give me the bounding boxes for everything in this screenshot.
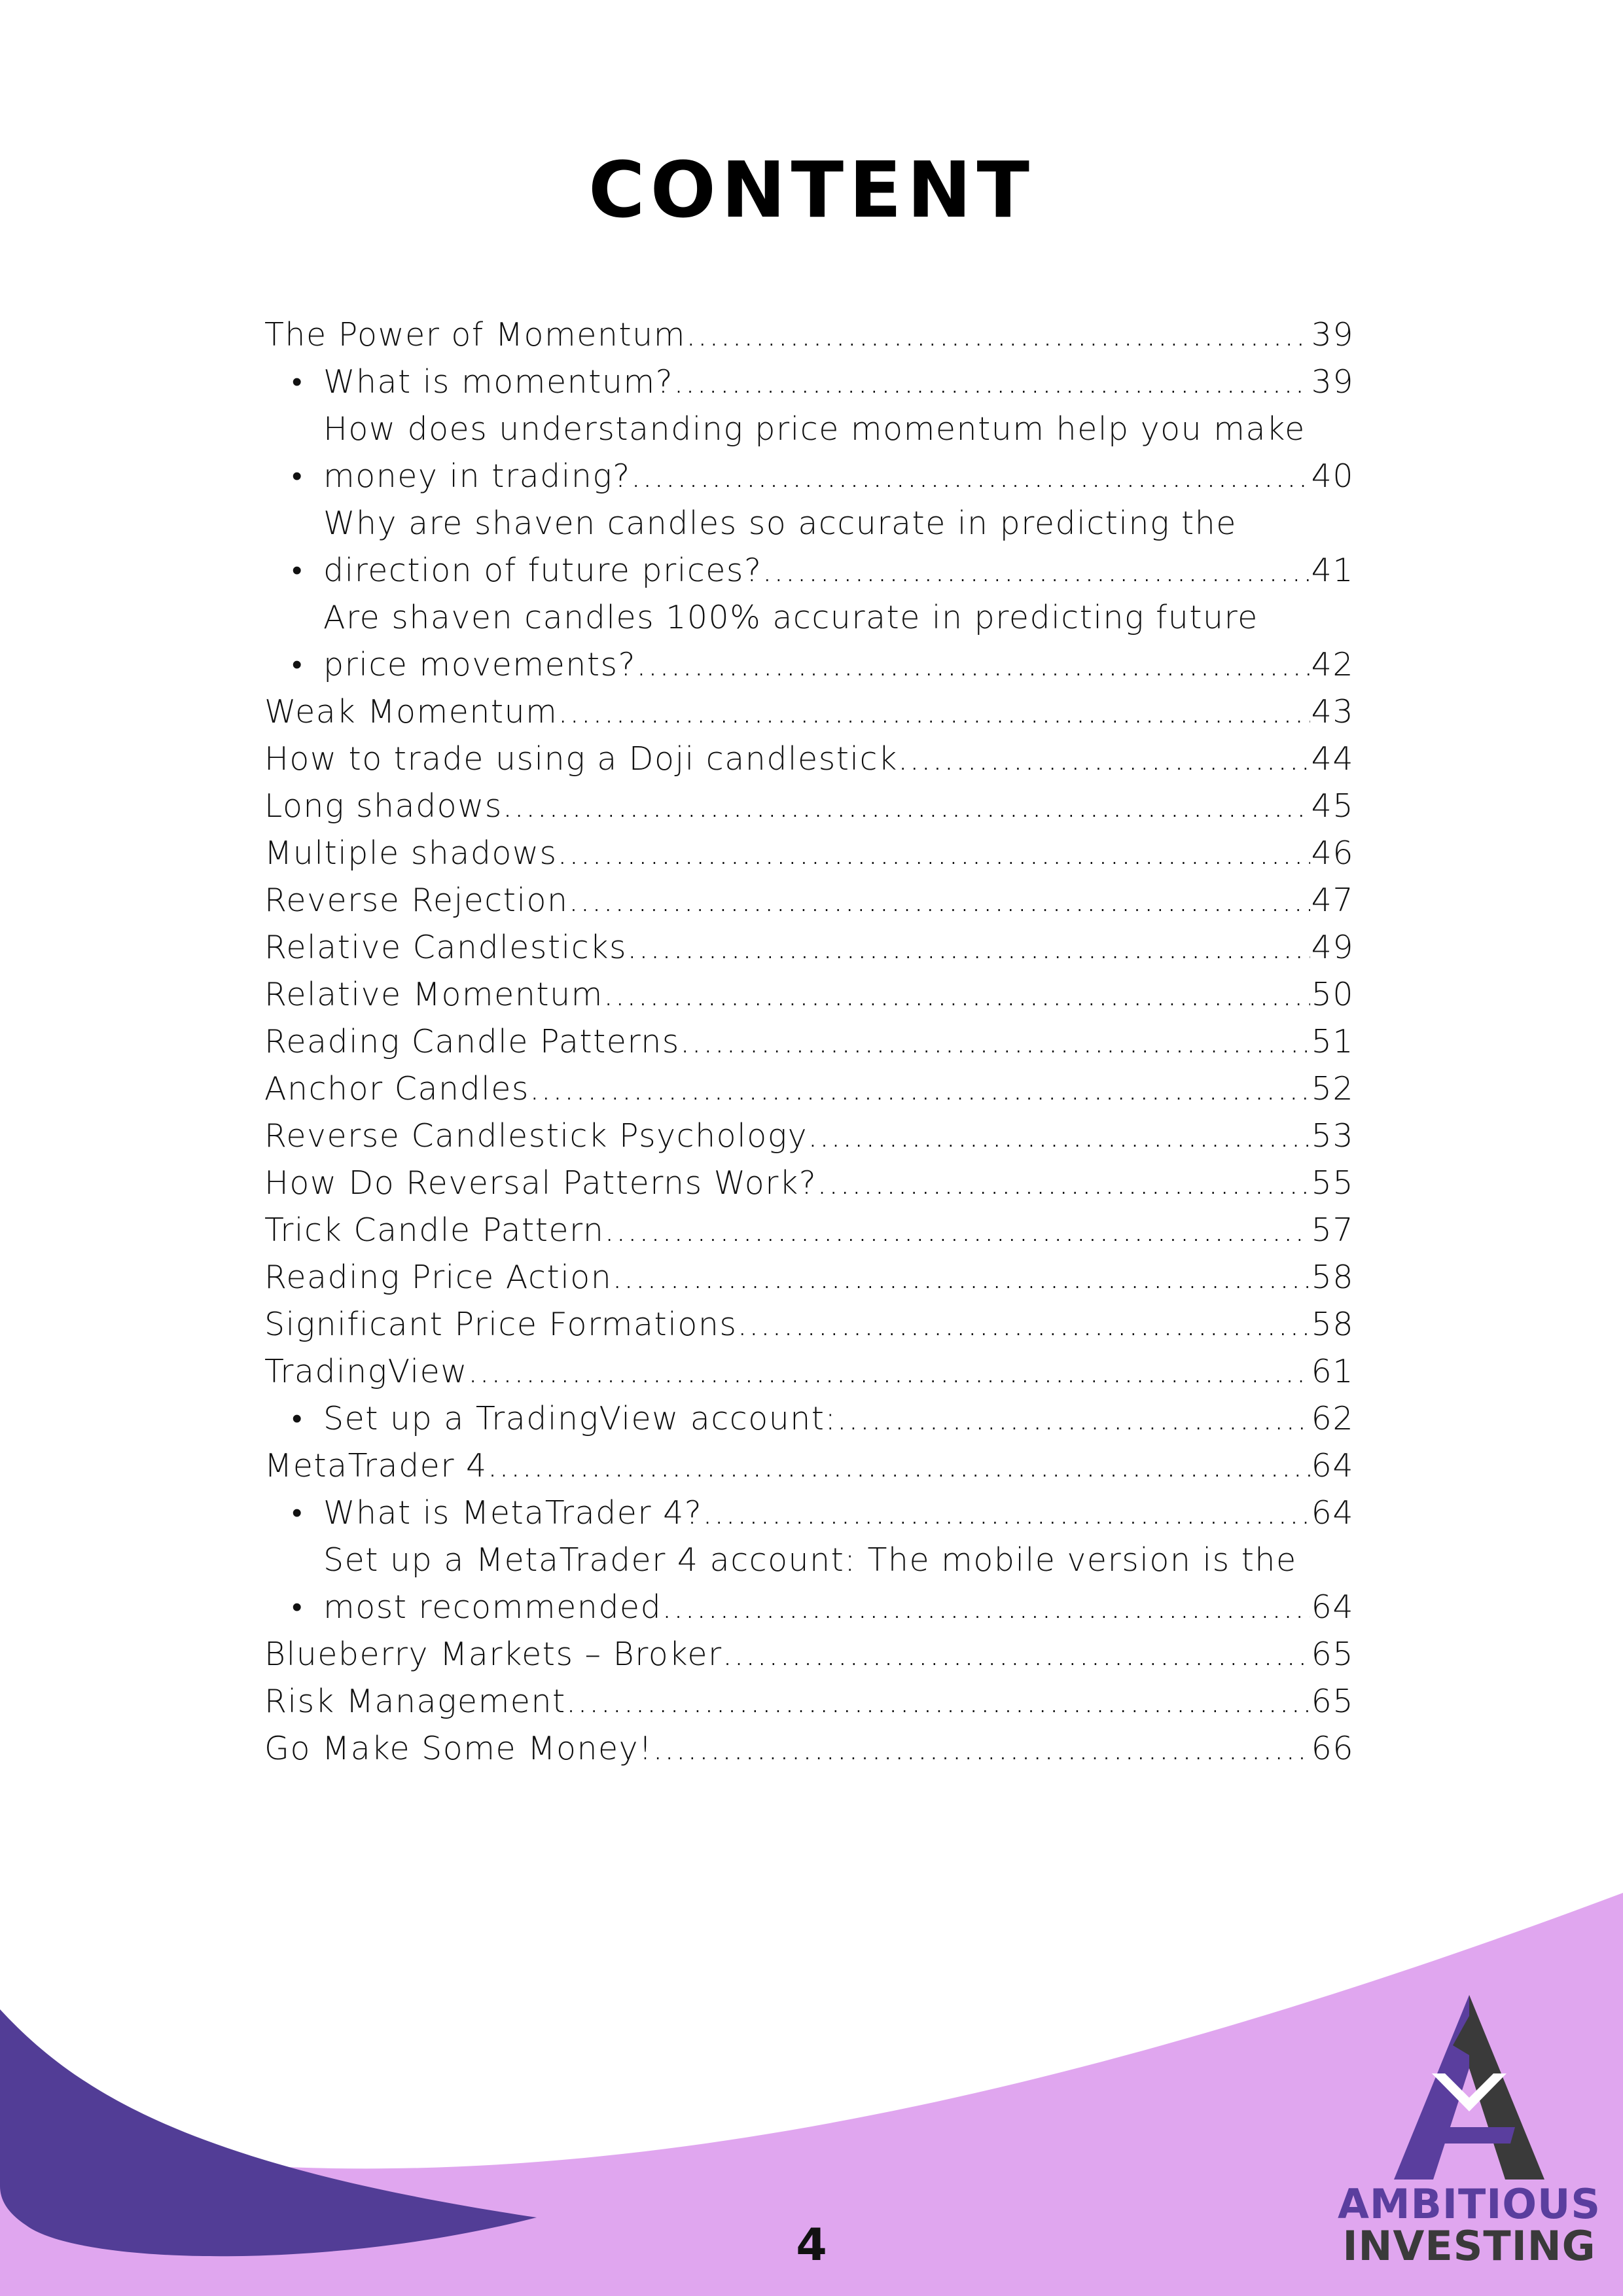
toc-page-number: 61: [1311, 1353, 1354, 1390]
toc-dot-leader: [662, 1584, 1310, 1631]
toc-entry-title-line: • Are shaven candles 100% accurate in predicting future: [323, 599, 1258, 636]
toc-entry-title: • What is momentum?: [323, 363, 674, 401]
logo-text-ambitious: AMBITIOUS: [1337, 2180, 1601, 2228]
page-number: 4: [796, 2219, 827, 2271]
toc-dot-leader: [488, 1443, 1310, 1490]
toc-subentry[interactable]: [264, 1395, 1354, 1443]
toc-entry-last-line: [323, 453, 1354, 500]
toc-subentry[interactable]: [264, 1537, 1354, 1631]
toc-entry[interactable]: [264, 971, 1354, 1018]
toc-dot-leader: [631, 453, 1310, 500]
toc-dot-leader: [817, 1160, 1310, 1207]
toc-entry[interactable]: [264, 1066, 1354, 1113]
toc-entry-title: Reverse Candlestick Psychology: [264, 1117, 808, 1155]
toc-entry[interactable]: [264, 689, 1354, 736]
toc-entry-title: Reading Candle Patterns: [264, 1023, 680, 1060]
toc-page-number: 45: [1311, 787, 1354, 825]
toc-entry-title: TradingView: [264, 1353, 468, 1390]
toc-dot-leader: [762, 547, 1310, 594]
toc-entry[interactable]: [264, 1254, 1354, 1301]
toc-page-number: 39: [1311, 316, 1354, 353]
toc-entry-title: Relative Candlesticks: [264, 929, 628, 966]
logo-a-mark-icon: [1355, 1990, 1584, 2186]
toc-dot-leader: [503, 783, 1310, 830]
toc-page-number: 39: [1311, 363, 1354, 401]
footer-wave-dark: [0, 2009, 537, 2256]
toc-entry-title: Significant Price Formations: [264, 1306, 738, 1343]
toc-entry-title: Long shadows: [264, 787, 503, 825]
toc-entry[interactable]: [264, 1443, 1354, 1490]
toc-entry[interactable]: [264, 736, 1354, 783]
toc-entry-title: Reading Price Action: [264, 1259, 613, 1296]
toc-dot-leader: [636, 641, 1310, 689]
toc-dot-leader: [898, 736, 1310, 783]
toc-dot-leader: [680, 1018, 1310, 1066]
toc-page-number: 41: [1311, 552, 1354, 589]
toc-dot-leader: [558, 689, 1310, 736]
toc-subentry[interactable]: [264, 359, 1354, 406]
toc-page-number: 62: [1311, 1400, 1354, 1437]
toc-entry-last-line: [323, 1584, 1354, 1631]
toc-dot-leader: [603, 971, 1310, 1018]
toc-page-number: 49: [1311, 929, 1354, 966]
toc-page-number: 65: [1311, 1636, 1354, 1673]
logo-text-investing: INVESTING: [1342, 2222, 1596, 2270]
toc-page-number: 50: [1311, 976, 1354, 1013]
toc-page-number: 47: [1311, 882, 1354, 919]
toc-subentry[interactable]: [264, 1490, 1354, 1537]
toc-entry[interactable]: [264, 1631, 1354, 1678]
toc-page-number: 57: [1311, 1211, 1354, 1249]
toc-entry-title: MetaTrader 4: [264, 1447, 488, 1484]
toc-entry[interactable]: [264, 783, 1354, 830]
table-of-contents: [264, 312, 1354, 1772]
toc-entry[interactable]: [264, 924, 1354, 971]
toc-entry-title: Anchor Candles: [264, 1070, 529, 1107]
toc-entry-title: How to trade using a Doji candlestick: [264, 740, 898, 778]
toc-dot-leader: [468, 1348, 1310, 1395]
toc-subentry[interactable]: [264, 500, 1354, 594]
toc-entry-title: • Set up a TradingView account:: [323, 1400, 837, 1437]
toc-subentry[interactable]: [264, 594, 1354, 689]
toc-entry-title-line: most recommended: [323, 1588, 662, 1626]
toc-entry-title: Go Make Some Money!: [264, 1730, 653, 1767]
toc-entry-title: Risk Management: [264, 1683, 566, 1720]
toc-page-number: 64: [1311, 1494, 1354, 1532]
toc-page-number: 51: [1311, 1023, 1354, 1060]
toc-entry-last-line: [323, 641, 1354, 689]
toc-page-number: 66: [1311, 1730, 1354, 1767]
toc-dot-leader: [652, 1725, 1310, 1772]
toc-dot-leader: [673, 359, 1310, 406]
toc-dot-leader: [569, 877, 1310, 924]
toc-entry-title: How Do Reversal Patterns Work?: [264, 1164, 817, 1202]
toc-entry-title: Blueberry Markets – Broker: [264, 1636, 722, 1673]
toc-page-number: 55: [1311, 1164, 1354, 1202]
toc-page-number: 65: [1311, 1683, 1354, 1720]
toc-entry[interactable]: [264, 1678, 1354, 1725]
toc-page-number: 40: [1311, 457, 1354, 495]
toc-entry[interactable]: [264, 1018, 1354, 1066]
toc-page-number: 64: [1311, 1447, 1354, 1484]
toc-dot-leader: [558, 830, 1310, 877]
toc-page-number: 52: [1311, 1070, 1354, 1107]
toc-entry[interactable]: [264, 1160, 1354, 1207]
toc-page-number: 64: [1311, 1588, 1354, 1626]
toc-subentry[interactable]: [264, 406, 1354, 500]
toc-dot-leader: [737, 1301, 1310, 1348]
toc-dot-leader: [702, 1490, 1310, 1537]
toc-entry[interactable]: [264, 1207, 1354, 1254]
toc-entry[interactable]: [264, 1113, 1354, 1160]
toc-dot-leader: [627, 924, 1310, 971]
toc-entry-title: Trick Candle Pattern: [264, 1211, 605, 1249]
toc-entry-title-line: money in trading?: [323, 457, 631, 495]
toc-entry-text-block: [323, 406, 1354, 500]
toc-entry-title: Multiple shadows: [264, 834, 558, 872]
toc-entry[interactable]: [264, 1301, 1354, 1348]
toc-page-number: 58: [1311, 1259, 1354, 1296]
toc-page-number: 53: [1311, 1117, 1354, 1155]
toc-entry-title: Relative Momentum: [264, 976, 603, 1013]
toc-dot-leader: [808, 1113, 1310, 1160]
toc-entry-title: • What is MetaTrader 4?: [323, 1494, 703, 1532]
toc-dot-leader: [529, 1066, 1310, 1113]
toc-entry[interactable]: [264, 312, 1354, 359]
toc-dot-leader: [837, 1395, 1310, 1443]
toc-page-number: 58: [1311, 1306, 1354, 1343]
toc-dot-leader: [722, 1631, 1310, 1678]
toc-entry-title-line: • Set up a MetaTrader 4 account: The mobile version is the: [323, 1541, 1297, 1579]
toc-entry-title-line: price movements?: [323, 646, 637, 683]
toc-entry-title-line: • How does understanding price momentum help you make: [323, 410, 1306, 448]
toc-entry-title: The Power of Momentum: [264, 316, 686, 353]
toc-page-number: 43: [1311, 693, 1354, 730]
toc-entry[interactable]: [264, 1348, 1354, 1395]
toc-entry-text-block: [323, 500, 1354, 594]
toc-page-number: 46: [1311, 834, 1354, 872]
toc-page-number: 44: [1311, 740, 1354, 778]
toc-entry-title-line: direction of future prices?: [323, 552, 762, 589]
toc-dot-leader: [686, 312, 1310, 359]
toc-dot-leader: [612, 1254, 1310, 1301]
toc-entry[interactable]: [264, 1725, 1354, 1772]
ambitious-investing-logo: [1329, 1990, 1610, 2278]
toc-dot-leader: [566, 1678, 1310, 1725]
page-title: CONTENT: [588, 145, 1035, 235]
toc-entry-title: Weak Momentum: [264, 693, 558, 730]
toc-entry-text-block: [323, 594, 1354, 689]
toc-page-number: 42: [1311, 646, 1354, 683]
toc-entry-title: Reverse Rejection: [264, 882, 569, 919]
toc-entry-text-block: [323, 1537, 1354, 1631]
toc-entry-last-line: [323, 547, 1354, 594]
toc-dot-leader: [604, 1207, 1310, 1254]
toc-entry[interactable]: [264, 877, 1354, 924]
toc-entry[interactable]: [264, 830, 1354, 877]
toc-entry-title-line: • Why are shaven candles so accurate in predicting the: [323, 505, 1237, 542]
